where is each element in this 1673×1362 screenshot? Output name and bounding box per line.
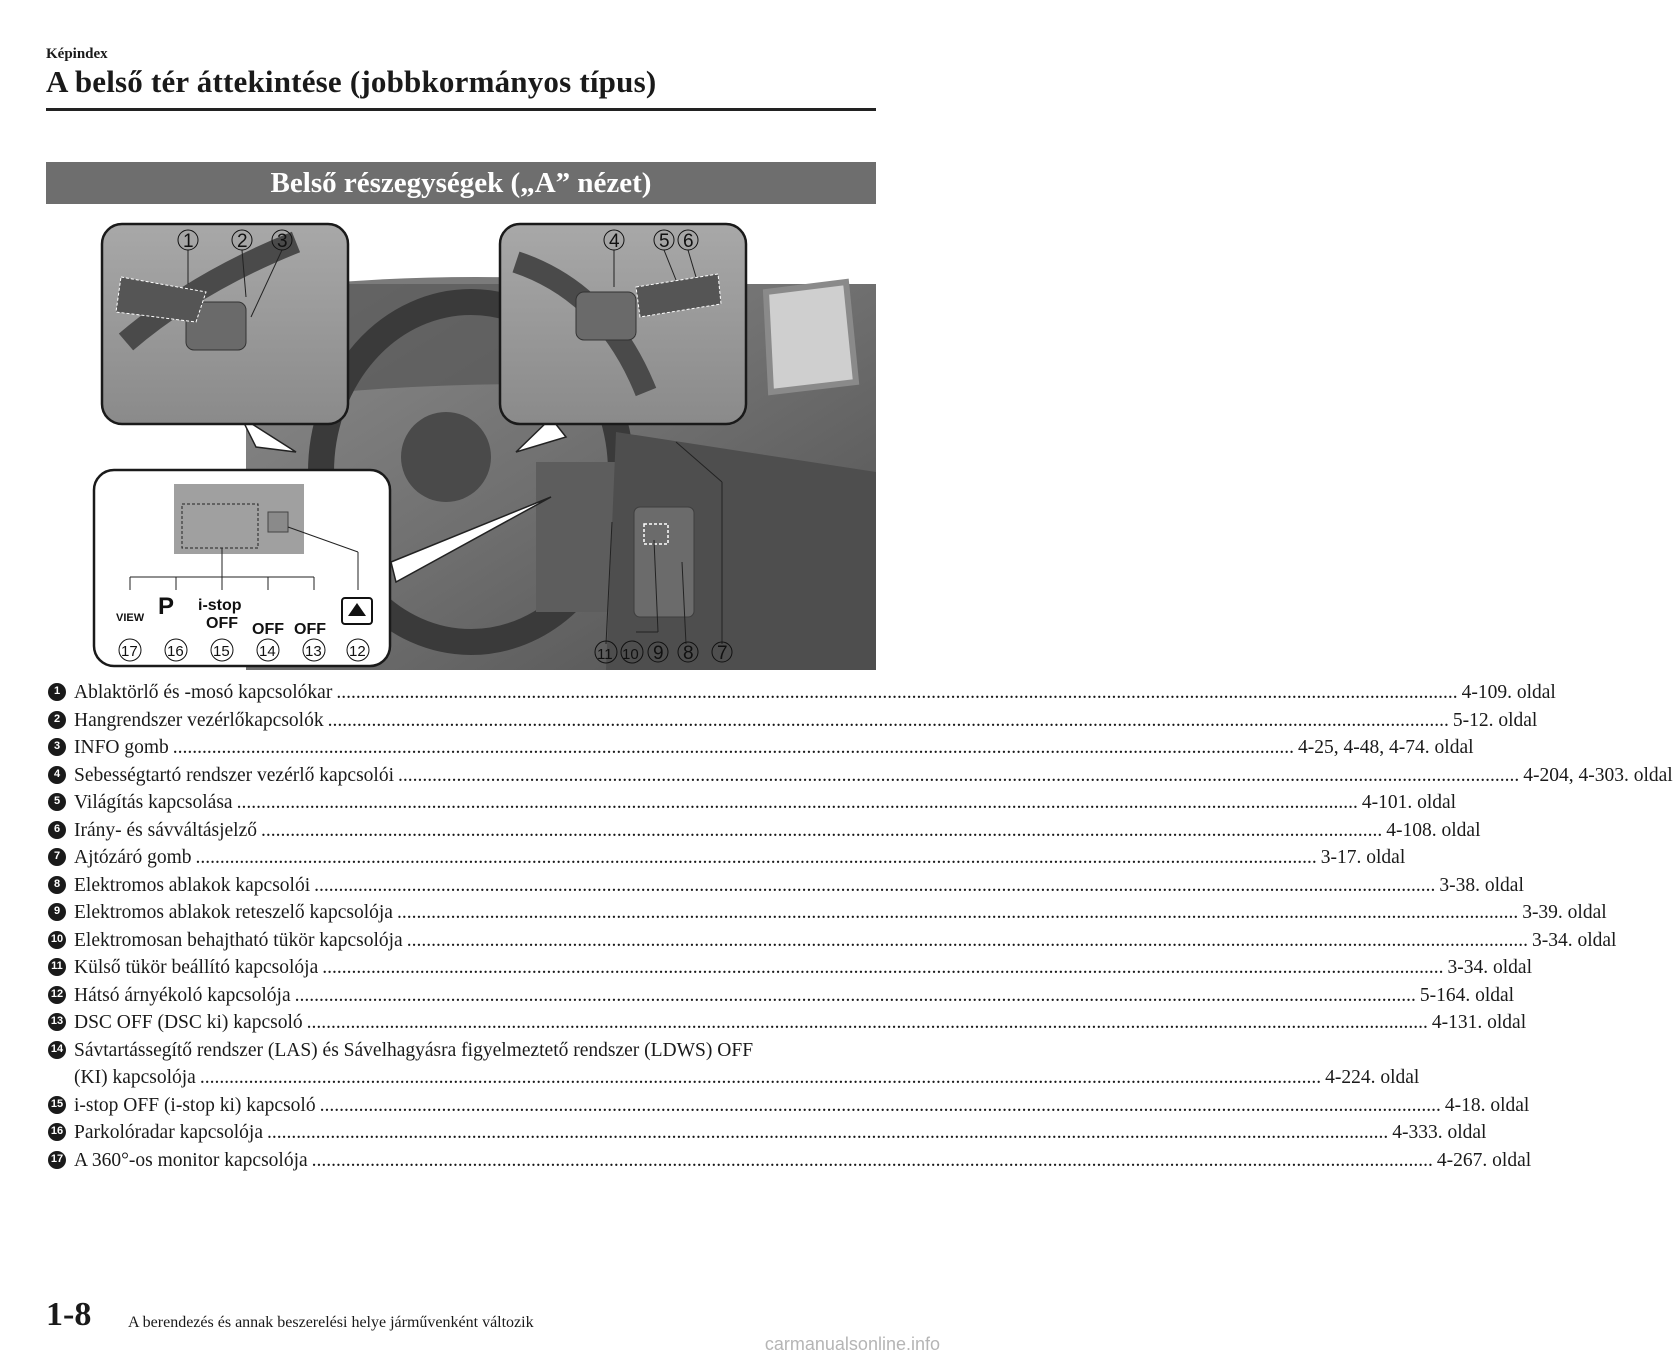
item-page-ref: 4-224. oldal <box>1325 1067 1420 1088</box>
item-number: 12 <box>48 986 66 1004</box>
item-number: 15 <box>48 1096 66 1114</box>
callout-1: 1 <box>183 231 194 252</box>
list-item <box>48 954 1532 982</box>
item-label: Sebességtartó rendszer vezérlő kapcsolói <box>74 764 394 786</box>
footer-note: A berendezés és annak beszerelési helye járművenként változik <box>128 1314 534 1331</box>
item-label: Világítás kapcsolása <box>74 792 233 813</box>
callout-11: 11 <box>597 646 613 663</box>
list-item <box>48 789 1457 817</box>
item-page-ref: 3-39. oldal <box>1522 902 1607 923</box>
page-title: A belső tér áttekintése (jobbkormányos típus) <box>46 64 657 99</box>
item-page-ref: 4-204, 4-303. oldal <box>1523 764 1673 786</box>
callout-9: 9 <box>653 643 664 664</box>
item-number: 11 <box>48 958 66 976</box>
item-page-ref: 4-109. oldal <box>1461 682 1556 703</box>
item-number: 7 <box>48 848 66 866</box>
item-page-ref: 4-101. oldal <box>1361 792 1457 813</box>
item-label: Sávtartássegítő rendszer (LAS) és Sávelhagyásra figyelmeztető rendszer (LDWS) OFF <box>74 1039 754 1061</box>
item-page-ref: 4-267. oldal <box>1436 1149 1532 1171</box>
footer-page-number: 1-8 <box>46 1296 92 1333</box>
item-number: 16 <box>48 1123 66 1141</box>
item-number: 9 <box>48 903 66 921</box>
banner-title: Belső részegységek („A” nézet) <box>270 166 652 199</box>
item-page-ref: 5-164. oldal <box>1419 984 1515 1006</box>
callout-3: 3 <box>277 231 288 252</box>
item-label: Hátsó árnyékoló kapcsolója <box>74 984 291 1006</box>
list-item <box>48 927 1617 955</box>
las-off-label: OFF <box>252 621 284 638</box>
callout-8: 8 <box>683 643 694 664</box>
title-rule <box>46 108 876 111</box>
item-page-ref: 5-12. oldal <box>1452 709 1538 731</box>
side-mirror <box>766 282 856 392</box>
istop-label-1: i-stop <box>198 597 242 614</box>
dsc-off-label: OFF <box>294 621 326 638</box>
item-page-ref: 4-18. oldal <box>1444 1094 1530 1116</box>
list-item <box>48 707 1538 735</box>
list-item <box>48 762 1673 790</box>
callout-12: 12 <box>349 643 366 660</box>
callout-6: 6 <box>683 231 694 252</box>
item-label: Elektromos ablakok reteszelő kapcsolója <box>74 902 393 923</box>
list-item <box>48 1009 1527 1037</box>
item-label: A 360°-os monitor kapcsolója <box>74 1149 308 1171</box>
item-number: 13 <box>48 1013 66 1031</box>
item-label: Parkolóradar kapcsolója <box>74 1122 263 1143</box>
interior-figure <box>46 222 876 670</box>
list-item <box>48 844 1406 872</box>
item-page-ref: 3-17. oldal <box>1320 847 1406 868</box>
item-page-ref: 3-34. oldal <box>1531 929 1617 951</box>
item-number: 4 <box>48 766 66 784</box>
item-number: 10 <box>48 931 66 949</box>
callout-17: 17 <box>121 643 138 660</box>
istop-label-2: OFF <box>206 615 238 632</box>
callout-7: 7 <box>717 643 728 664</box>
section-label: Képindex <box>46 46 108 62</box>
callout-15: 15 <box>213 643 230 660</box>
list-item <box>48 872 1524 900</box>
item-label: Külső tükör beállító kapcsolója <box>74 957 319 978</box>
section-banner <box>46 162 876 204</box>
item-number: 1 <box>48 683 66 701</box>
item-label: Ajtózáró gomb <box>74 847 192 868</box>
item-page-ref: 3-34. oldal <box>1447 957 1532 978</box>
item-number: 6 <box>48 821 66 839</box>
list-item <box>48 1037 1420 1092</box>
list-item <box>48 734 1474 762</box>
item-number: 2 <box>48 711 66 729</box>
item-page-ref: 4-25, 4-48, 4-74. oldal <box>1298 737 1474 758</box>
item-label: Irány- és sávváltásjelző <box>74 819 258 841</box>
list-item <box>48 817 1481 845</box>
item-label: Elektromosan behajtható tükör kapcsolója <box>74 929 403 951</box>
item-label-continued: (KI) kapcsolója <box>74 1067 196 1088</box>
inset-left-steering <box>102 224 348 452</box>
callout-14: 14 <box>259 643 276 660</box>
item-label: INFO gomb <box>74 737 169 758</box>
item-label: DSC OFF (DSC ki) kapcsoló <box>74 1012 303 1033</box>
item-label: Hangrendszer vezérlőkapcsolók <box>74 709 324 731</box>
item-page-ref: 3-38. oldal <box>1439 874 1524 896</box>
item-label: i-stop OFF (i-stop ki) kapcsoló <box>74 1094 316 1116</box>
callout-4: 4 <box>609 231 620 252</box>
callout-2: 2 <box>237 231 248 252</box>
item-label: Elektromos ablakok kapcsolói <box>74 874 311 896</box>
callout-13: 13 <box>305 643 322 660</box>
callout-16: 16 <box>167 643 184 660</box>
component-list <box>48 679 1673 1174</box>
item-number: 17 <box>48 1151 66 1169</box>
steering-hub <box>401 412 491 502</box>
list-item <box>48 899 1607 927</box>
callout-5: 5 <box>659 231 670 252</box>
list-item <box>48 1119 1487 1147</box>
item-label: Ablaktörlő és -mosó kapcsolókar <box>74 682 333 703</box>
list-item <box>48 1092 1530 1120</box>
item-page-ref: 4-131. oldal <box>1431 1012 1527 1033</box>
item-number: 5 <box>48 793 66 811</box>
callout-10: 10 <box>622 646 639 663</box>
interior-illustration <box>46 222 876 670</box>
parking-button-label: P <box>158 593 175 620</box>
view-button-label: VIEW <box>116 612 145 624</box>
item-number: 3 <box>48 738 66 756</box>
list-item <box>48 1147 1532 1175</box>
inset-right-steering <box>500 224 746 452</box>
item-number: 8 <box>48 876 66 894</box>
list-item <box>48 982 1515 1010</box>
item-page-ref: 4-333. oldal <box>1392 1122 1487 1143</box>
watermark: carmanualsonline.info <box>764 1334 940 1354</box>
item-page-ref: 4-108. oldal <box>1386 819 1481 841</box>
item-number: 14 <box>48 1041 66 1059</box>
list-item <box>48 679 1556 707</box>
